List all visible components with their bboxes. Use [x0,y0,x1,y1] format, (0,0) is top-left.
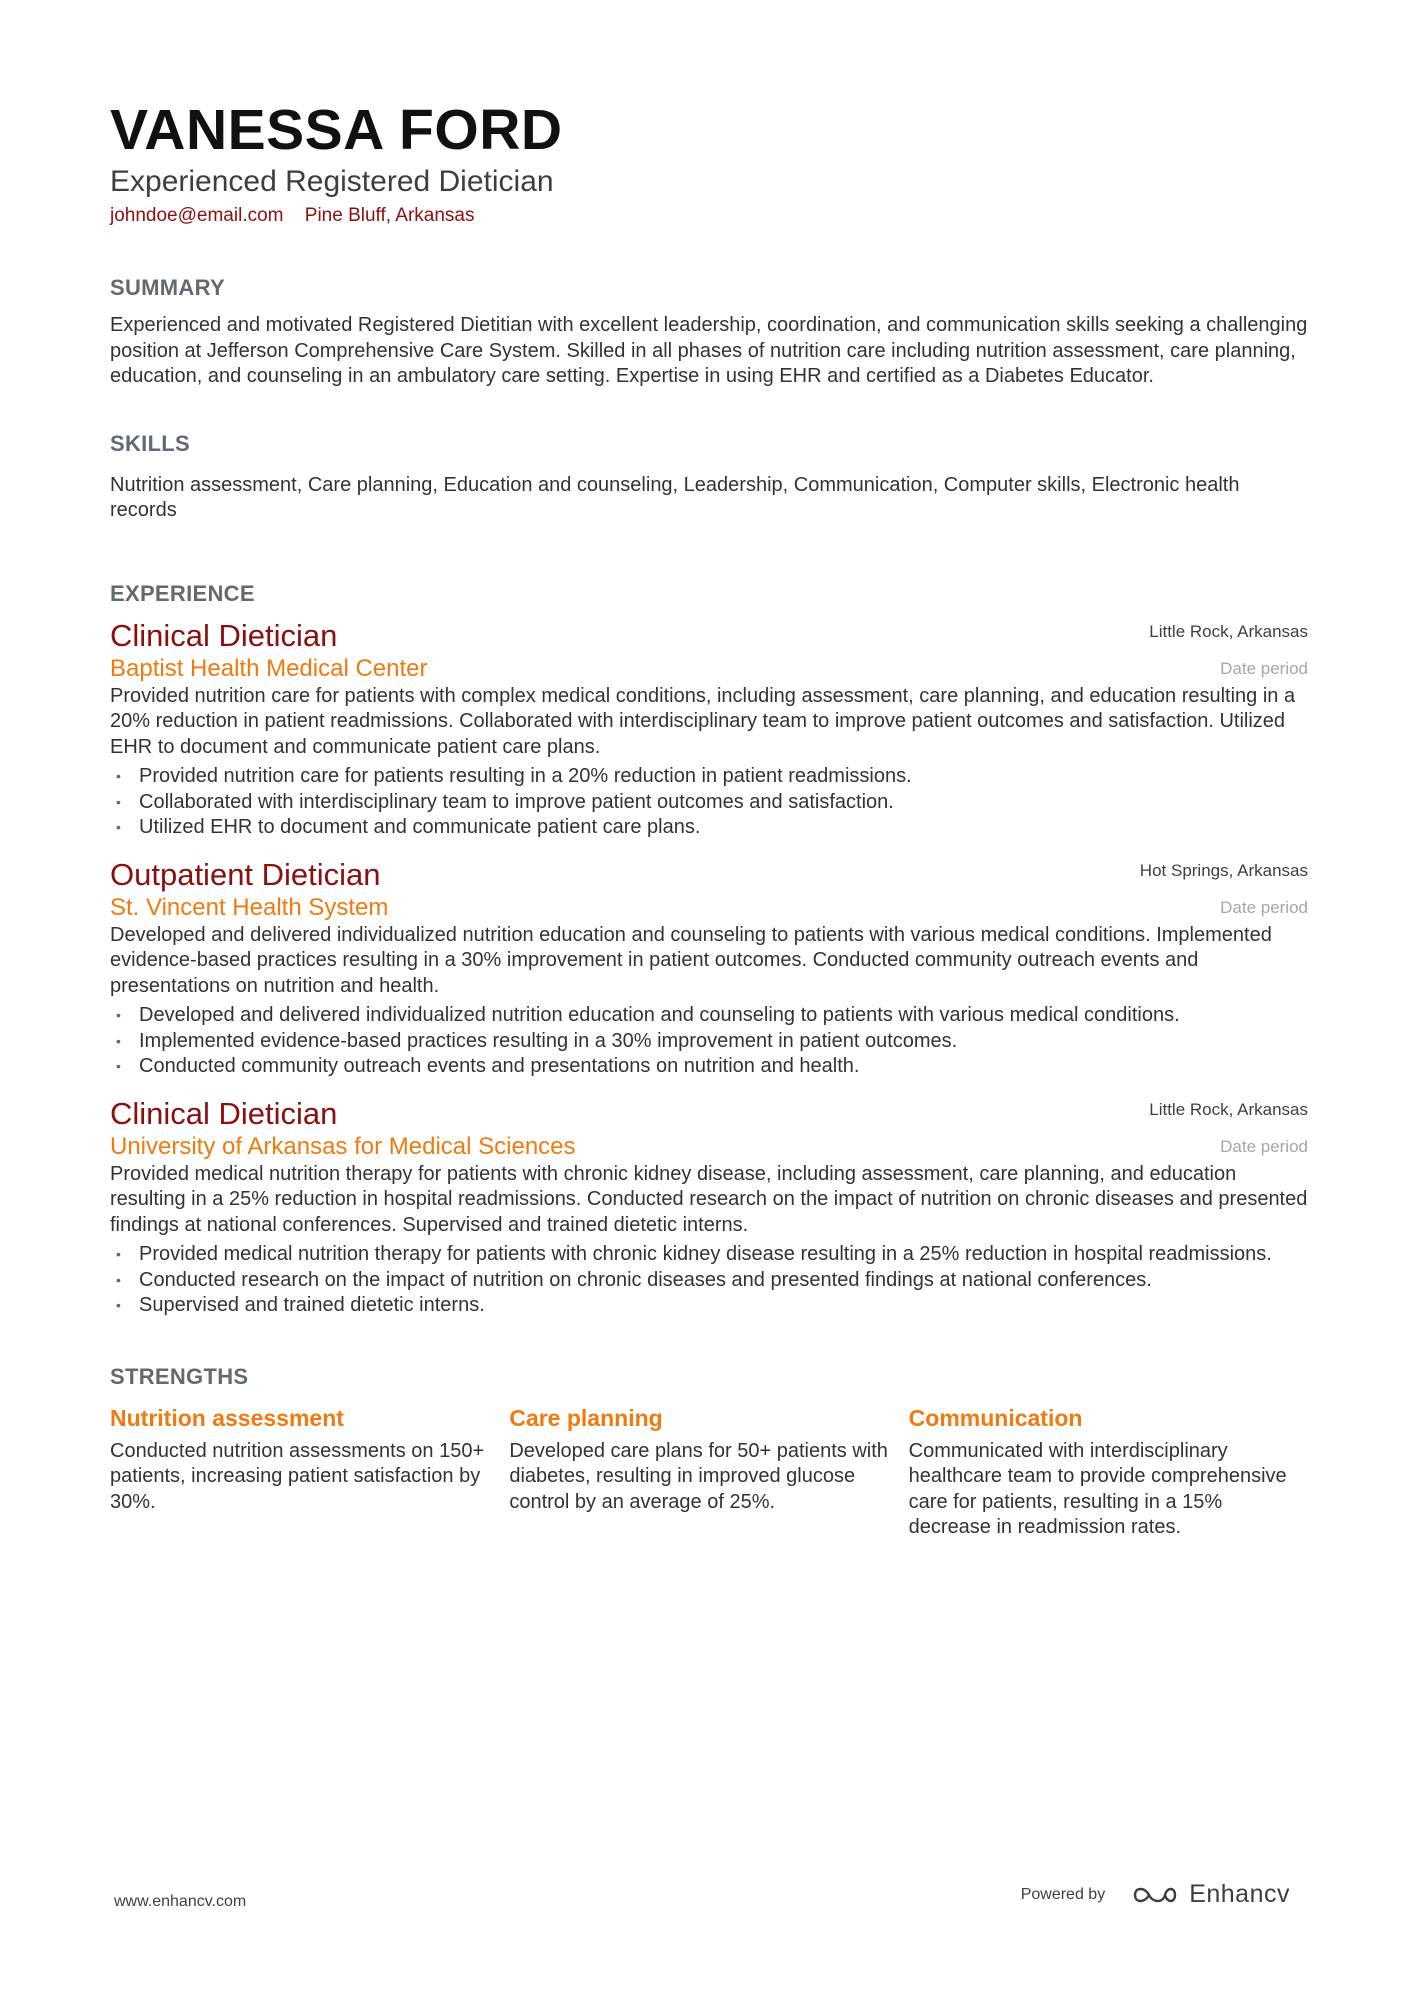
footer-website[interactable]: www.enhancv.com [114,1893,247,1910]
candidate-title: Experienced Registered Dietician [110,165,554,198]
powered-by-label: Powered by [1020,1885,1106,1903]
job-location: Little Rock, Arkansas [1149,1099,1308,1119]
job-company: University of Arkansas for Medical Sciences [110,1132,576,1160]
summary-section [110,274,1308,390]
strength-item [509,1403,908,1541]
job-bullet: • Developed and delivered individualized nutrition education and counseling to patients with various medical conditions. [110,1003,1308,1029]
job-bullet: • Supervised and trained dietetic interns. [110,1293,1308,1319]
bullet-dot-icon: • [116,768,121,784]
strength-text: Conducted nutrition assessments on 150+ patients, increasing patient satisfaction by 30%. [110,1439,485,1513]
job-company: Baptist Health Medical Center [110,654,428,682]
job-entry [110,618,1308,841]
bullet-dot-icon: • [116,1007,121,1023]
summary-text: Experienced and motivated Registered Dietitian with excellent leadership, coordination, and communication skills seeking a challenging position at Jefferson Comprehensive Care System. Skilled in all phases of nutrition care including nutrition assessment, care planning, education, and counseling in an ambulatory care setting. Expertise in using EHR and certified as a Diabetes Educator. [110,314,1308,387]
job-bullet: • Provided nutrition care for patients resulting in a 20% reduction in patient readmissions. [110,764,1308,790]
bullet-dot-icon: • [116,1032,121,1049]
job-description: Provided medical nutrition therapy for patients with chronic kidney disease, including assessment, care planning, and education resulting in a 25% reduction in hospital readmissions. Conducted research on the impact of nutrition on chronic diseases and presented findings at national conferences. Supervised and trained dietetic interns. [110,1162,1308,1236]
job-bullet: • Collaborated with interdisciplinary team to improve patient outcomes and satisfaction. [110,790,1308,816]
strength-text: Communicated with interdisciplinary healthcare team to provide comprehensive care for patients, resulting in a 15% decrease in readmission rates. [908,1439,1287,1538]
strength-name: Nutrition assessment [110,1404,344,1431]
bullet-dot-icon: • [116,1297,121,1313]
job-date: Date period [1220,1136,1308,1156]
job-date: Date period [1220,658,1308,678]
bullet-dot-icon: • [116,1058,121,1074]
skills-heading: SKILLS [110,430,191,456]
candidate-name: VANESSA FORD [110,98,563,162]
job-title: Clinical Dietician [110,1095,338,1131]
strengths-section [110,1363,1308,1541]
job-bullet: • Conducted community outreach events and presentations on nutrition and health. [110,1054,1308,1080]
contact-line [110,204,1308,228]
footer-branding [1021,1880,1290,1909]
contact-location: Pine Bluff, Arkansas [304,205,475,226]
strengths-grid [110,1403,1308,1541]
contact-email[interactable]: johndoe@email.com [110,205,284,226]
strength-name: Care planning [509,1404,663,1431]
job-description: Provided nutrition care for patients with complex medical conditions, including assessment, care planning, and education resulting in a 20% reduction in patient readmissions. Collaborated with interdisciplinary team to improve patient outcomes and satisfaction. Utilized EHR to document and communicate patient care plans. [110,684,1296,758]
job-bullet: • Provided medical nutrition therapy for patients with chronic kidney disease resulting in a 25% reduction in hospital readmissions. [110,1242,1308,1268]
skills-section [110,430,1308,524]
brand-name: Enhancv [1189,1880,1290,1908]
strength-name: Communication [908,1404,1083,1431]
job-description: Developed and delivered individualized nutrition education and counseling to patients with various medical conditions. Implemented evidence-based practices resulting in a 30% improvement in patient outcomes. Conducted community outreach events and presentations on nutrition and health. [110,923,1272,997]
job-location: Hot Springs, Arkansas [1139,860,1308,880]
experience-heading: EXPERIENCE [110,580,255,606]
job-title: Outpatient Dietician [110,856,381,892]
job-date: Date period [1220,897,1308,917]
summary-heading: SUMMARY [110,275,225,300]
job-bullet: • Implemented evidence-based practices resulting in a 30% improvement in patient outcomes. [110,1029,1308,1055]
bullet-dot-icon: • [116,819,121,835]
job-entry [110,857,1308,1080]
job-title: Clinical Dietician [110,617,338,653]
strengths-heading: STRENGTHS [110,1363,249,1389]
strength-text: Developed care plans for 50+ patients with diabetes, resulting in improved glucose control by an average of 25%. [509,1439,888,1513]
job-bullet: • Utilized EHR to document and communicate patient care plans. [110,815,1308,841]
bullet-dot-icon: • [116,1246,121,1262]
skills-text: Nutrition assessment, Care planning, Education and counseling, Leadership, Communication, Computer skills, Electronic health records [110,473,1240,521]
job-location: Little Rock, Arkansas [1149,621,1308,641]
job-bullets [110,764,1308,841]
strength-item [110,1403,509,1541]
enhancv-logo-icon [1131,1882,1179,1908]
bullet-dot-icon: • [116,1271,121,1288]
job-bullets [110,1003,1308,1080]
job-company: St. Vincent Health System [110,893,389,921]
job-entry [110,1096,1308,1319]
job-bullet: • Conducted research on the impact of nutrition on chronic diseases and presented findings at national conferences. [110,1268,1308,1294]
strength-item [909,1403,1308,1541]
bullet-dot-icon: • [116,793,121,810]
resume-page [110,98,1308,1541]
job-bullets [110,1242,1308,1319]
enhancv-logo[interactable] [1131,1880,1290,1909]
experience-section [110,580,1308,1319]
